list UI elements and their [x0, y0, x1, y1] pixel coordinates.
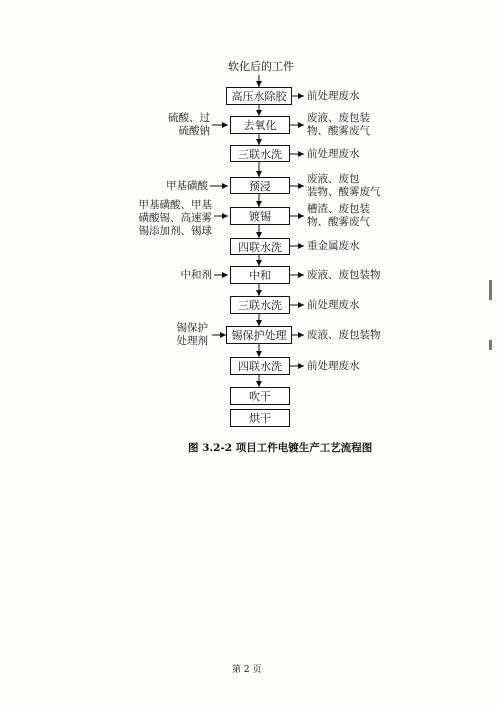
step-box-tin-protection: 锡保护处理	[226, 326, 292, 344]
step-box-triple-rinse-2: 三联水洗	[230, 296, 290, 314]
output-s1	[307, 90, 360, 103]
input-line: 甲基磺酸	[166, 180, 208, 192]
step-box-neutralization: 中和	[230, 266, 290, 284]
output-s3	[307, 148, 360, 161]
step-box-high-pressure-degumming: 高压水除胶	[226, 87, 292, 105]
output-s5	[307, 203, 370, 229]
step-box-quad-rinse-2: 四联水洗	[230, 357, 290, 375]
output-line: 物、酸雾废气	[307, 216, 370, 228]
input-line: 处理剂	[176, 335, 208, 347]
input-line: 中和剂	[180, 269, 212, 281]
step-box-quad-rinse-1: 四联水洗	[230, 238, 290, 255]
output-line: 重金属废水	[307, 240, 360, 252]
output-s10	[307, 360, 360, 373]
input-line: 锡保护	[176, 322, 208, 334]
output-s7	[307, 269, 381, 282]
output-line: 前处理废水	[307, 360, 360, 372]
input-materials-pre-dip	[140, 180, 208, 193]
input-label: 软化后的工件	[228, 60, 294, 73]
output-s8	[307, 299, 360, 312]
output-s4	[307, 173, 381, 199]
step-box-pre-dip: 预浸	[230, 177, 290, 194]
output-line: 废液、废包	[307, 173, 360, 185]
output-s6	[307, 240, 360, 253]
output-line: 前处理废水	[307, 90, 360, 102]
output-line: 装物、酸雾废气	[307, 186, 381, 198]
output-s9	[307, 329, 381, 342]
step-box-blow-dry: 吹干	[230, 387, 290, 405]
input-line: 硫酸、过	[168, 112, 210, 124]
input-materials-tin-plating	[130, 199, 212, 238]
scan-mark	[489, 340, 492, 350]
input-line: 锡添加剂、锡球	[138, 225, 212, 237]
input-materials-neutralization	[150, 269, 212, 282]
step-box-deoxidation: 去氧化	[230, 116, 290, 134]
output-line: 废液、废包装物	[307, 329, 381, 341]
input-line: 硫酸钠	[178, 125, 210, 137]
step-box-triple-rinse-1: 三联水洗	[230, 145, 290, 162]
step-box-oven-dry: 烘干	[230, 409, 290, 427]
input-materials-deoxidation	[150, 112, 210, 138]
input-materials-tin-protection	[150, 322, 208, 348]
output-line: 槽渣、废包装	[307, 203, 370, 215]
input-line: 磺酸锡、高速雾	[138, 212, 212, 224]
output-line: 前处理废水	[307, 299, 360, 311]
output-line: 废液、废包装物	[307, 269, 381, 281]
page-number: 第 2 页	[232, 665, 262, 675]
input-line: 甲基磺酸、甲基	[138, 199, 212, 211]
output-line: 前处理废水	[307, 148, 360, 160]
step-box-tin-plating: 镀锡	[230, 207, 290, 225]
output-s2	[307, 112, 370, 138]
figure-caption: 图 3.2-2 项目工件电镀生产工艺流程图	[188, 442, 373, 454]
output-line: 废液、废包装	[307, 112, 370, 124]
output-line: 物、酸雾废气	[307, 125, 370, 137]
scan-mark	[489, 280, 492, 300]
